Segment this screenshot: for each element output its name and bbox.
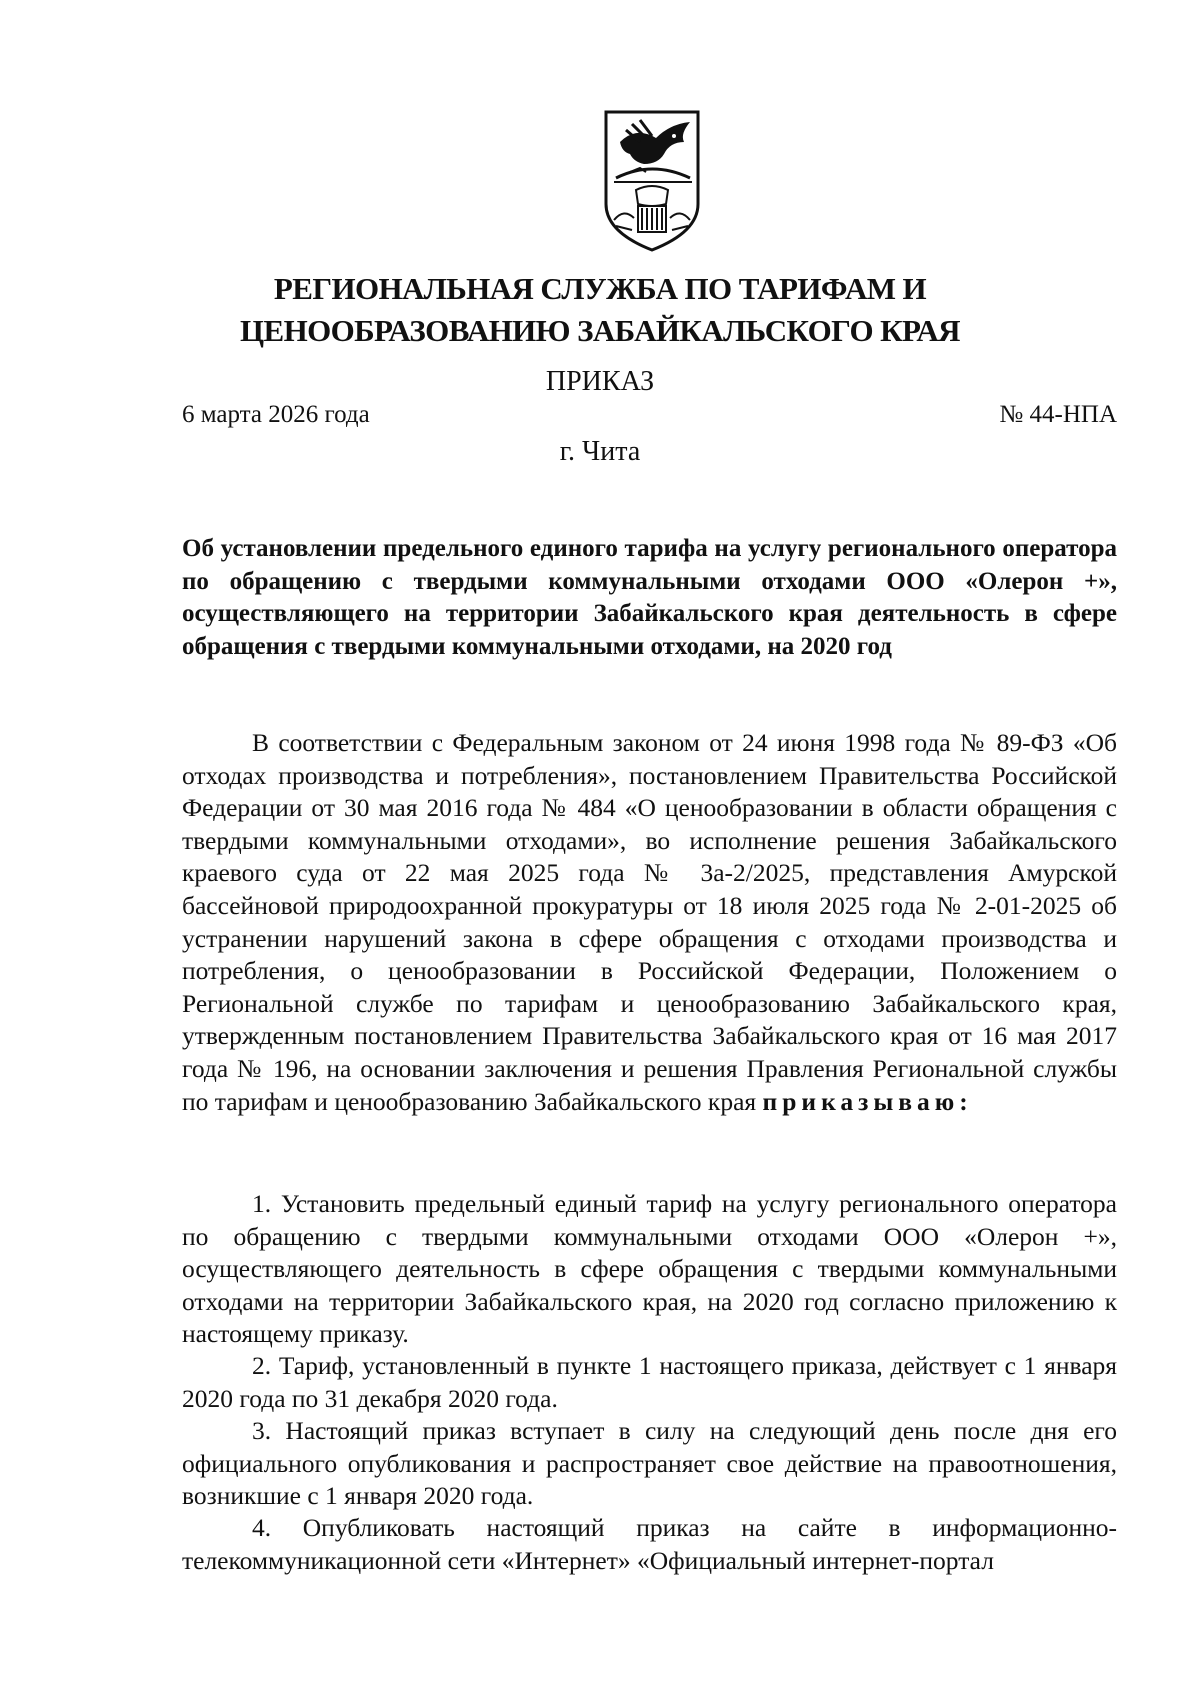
document-type: ПРИКАЗ xyxy=(545,366,655,397)
coat-of-arms-icon xyxy=(600,108,704,254)
document-number: № 44-НПА xyxy=(999,401,1117,428)
order-item-2: 2. Тариф, установленный в пункте 1 настоящего приказа, действует с 1 января 2020 года по 31 декабря 2020 года. xyxy=(182,1351,1117,1413)
organization-line-2: ЦЕНООБРАЗОВАНИЮ ЗАБАЙКАЛЬСКОГО КРАЯ xyxy=(240,313,960,348)
order-item-1: 1. Установить предельный единый тариф на услугу регионального оператора по обращению с твердыми коммунальными отходами ООО «Олерон +», осуществляющего деятельность в сфере обращения с твердыми коммунальными отходами на территории Забайкальского края, на 2020 год согласно приложению к настоящему приказу. xyxy=(182,1189,1117,1348)
document-date: 6 марта 2026 года xyxy=(182,401,370,428)
organization-line-1: РЕГИОНАЛЬНАЯ СЛУЖБА ПО ТАРИФАМ И xyxy=(273,271,927,306)
intro-text: В соответствии с Федеральным законом от 24 июня 1998 года № 89-ФЗ «Об отходах производства и потребления», постановлением Правительства Российской Федерации от 30 мая 2016 года № 484 «О ценообразовании в области обращения с твердыми коммунальными отходами», во исполнение решения Забайкальского краевого суда от 22 мая 2025 года № 3а-2/2025, представления Амурской бассейновой природоохранной прокуратуры от 18 июля 2025 года № 2-01-2025 об устранении нарушений закона в сфере обращения с отходами производства и потребления, о ценообразовании в Российской Федерации, Положением о Региональной службе по тарифам и ценообразованию Забайкальского края, утвержденным постановлением Правительства Забайкальского края от 16 мая 2017 года № 196, на основании заключения и решения Правления Региональной службы по тарифам и ценообразованию Забайкальского края xyxy=(182,728,1117,1116)
order-item-3: 3. Настоящий приказ вступает в силу на следующий день после дня его официального опубликования и распространяет свое действие на правоотношения, возникшие с 1 января 2020 года. xyxy=(182,1416,1117,1510)
organization-name xyxy=(150,268,1050,352)
document-city: г. Чита xyxy=(559,436,641,467)
order-item-4: 4. Опубликовать настоящий приказ на сайте в информационно-телекоммуникационной сети «Интернет» «Официальный интернет-портал xyxy=(182,1513,1117,1575)
order-keyword: приказываю: xyxy=(762,1086,973,1116)
document-title: Об установлении предельного единого тарифа на услугу регионального оператора по обращению с твердыми коммунальными отходами ООО «Олерон +», осуществляющего на территории Забайкальского края деятельность в сфере обращения с твердыми коммунальными отходами, на 2020 год xyxy=(182,535,1117,660)
intro-paragraph xyxy=(182,727,1117,1118)
